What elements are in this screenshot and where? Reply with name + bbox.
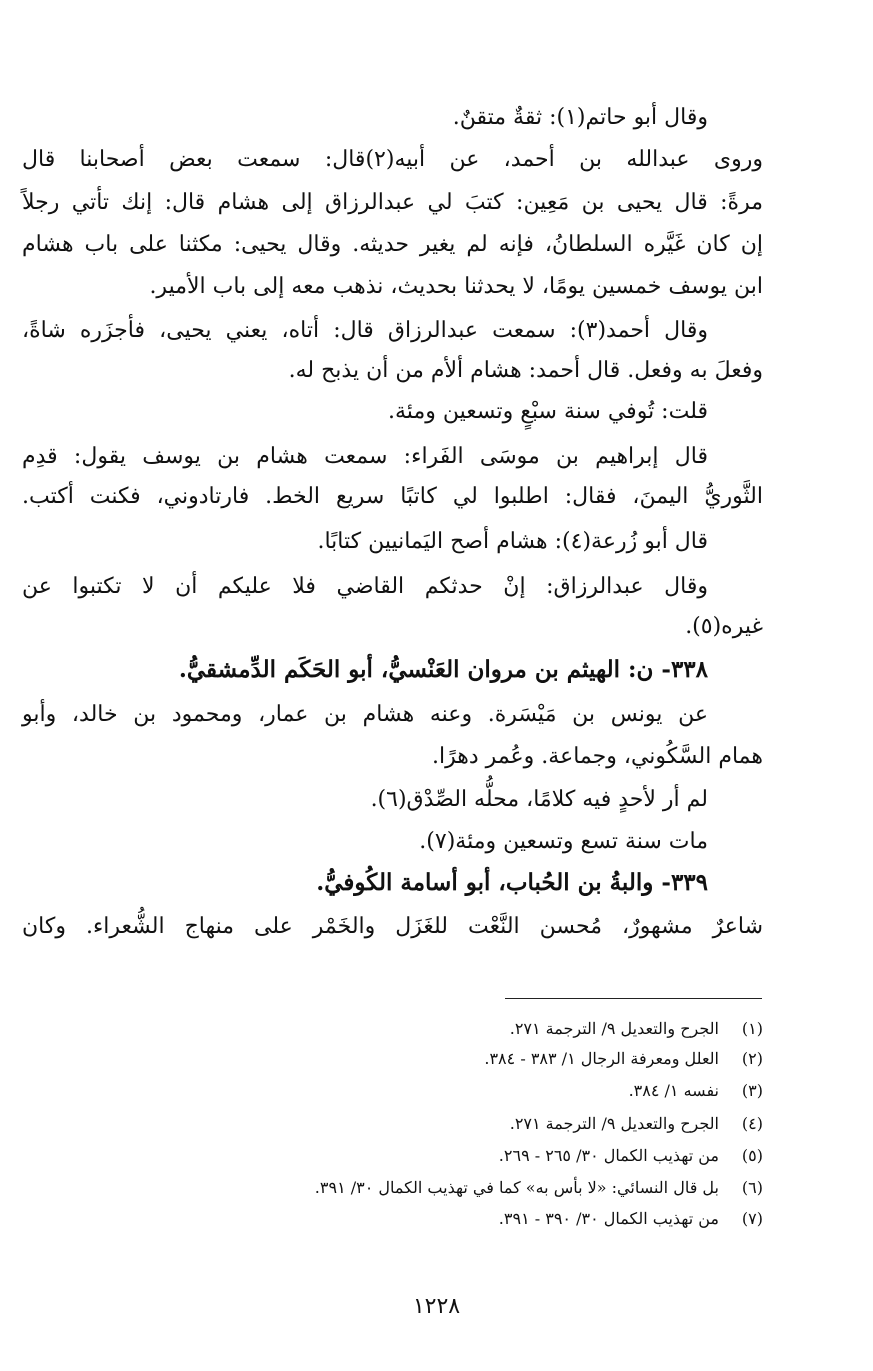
footnote-text: العلل ومعرفة الرجال ١/ ٣٨٣ - ٣٨٤. xyxy=(484,1049,719,1068)
text-line: ابن يوسف خمسين يومًا، لا يحدثنا بحديث، نذهب معه إلى باب الأمير. xyxy=(149,274,763,299)
footnote xyxy=(499,1145,763,1167)
footnote-text: بل قال النسائي: «لا بأس به» كما في تهذيب الكمال ٣٠/ ٣٩١. xyxy=(314,1178,719,1197)
text-line: قال إبراهيم بن موسَى الفَراء: سمعت هشام بن يوسف يقول: قدِم xyxy=(22,444,708,469)
footnote-text: من تهذيب الكمال ٣٠/ ٢٦٥ - ٢٦٩. xyxy=(498,1146,719,1165)
text-line: مات سنة تسع وتسعين ومئة(٧). xyxy=(419,829,708,854)
text-line: الثَّوريُّ اليمنَ، فقال: اطلبوا لي كاتبًا سريع الخط. فارتادوني، فكنت أكتب. xyxy=(22,484,763,509)
footnote xyxy=(315,1177,763,1199)
footnote-text: نفسه ١/ ٣٨٤. xyxy=(628,1081,719,1100)
text-line: مرةً: قال يحيى بن مَعِين: كتبَ لي عبدالرزاق إلى هشام قال: إنك تأتي رجلاً xyxy=(22,190,763,215)
footnote xyxy=(484,1048,763,1070)
text-line: قال أبو زُرعة(٤): هشام أصح اليَمانيين كتابًا. xyxy=(317,529,708,554)
footnote xyxy=(510,1018,763,1040)
text-line: عن يونس بن مَيْسَرة. وعنه هشام بن عمار، ومحمود بن خالد، وأبو xyxy=(22,702,708,727)
footnote-number: (٦) xyxy=(741,1178,763,1197)
text-line: لم أر لأحدٍ فيه كلامًا، محلُّه الصِّدْق(٦). xyxy=(370,787,708,812)
text-line: همام السَّكُوني، وجماعة. وعُمر دهرًا. xyxy=(432,744,763,769)
footnote-number: (٢) xyxy=(741,1049,763,1068)
text-line: إن كان غَيَّره السلطانُ، فإنه لم يغير حديثه. وقال يحيى: مكثنا على باب هشام xyxy=(22,232,763,257)
text-line: وقال أبو حاتم(١): ثقةٌ متقنٌ. xyxy=(452,105,708,130)
entry-heading-338: ٣٣٨- ن: الهيثم بن مروان العَنْسيُّ، أبو الحَكَم الدِّمشقيُّ. xyxy=(178,656,708,683)
footnote-number: (١) xyxy=(741,1019,763,1038)
footnote-text: الجرح والتعديل ٩/ الترجمة ٢٧١. xyxy=(509,1114,719,1133)
footnote-divider xyxy=(505,998,762,999)
text-line: شاعرٌ مشهورٌ، مُحسن النَّعْت للغَزَل والخَمْر على منهاج الشُّعراء. وكان xyxy=(22,914,763,939)
text-line: غيره(٥). xyxy=(685,614,763,639)
footnote xyxy=(499,1208,763,1230)
footnote-text: الجرح والتعديل ٩/ الترجمة ٢٧١. xyxy=(509,1019,719,1038)
footnote-text: من تهذيب الكمال ٣٠/ ٣٩٠ - ٣٩١. xyxy=(498,1209,719,1228)
text-line: قلت: تُوفي سنة سبْعٍ وتسعين ومئة. xyxy=(388,399,708,424)
page-number: ١٢٢٨ xyxy=(412,1294,461,1319)
footnote-number: (٣) xyxy=(741,1081,763,1100)
text-line: وفعلَ به وفعل. قال أحمد: هشام ألأم من أن يذبح له. xyxy=(288,358,763,383)
footnote-number: (٤) xyxy=(741,1114,763,1133)
text-line: وقال أحمد(٣): سمعت عبدالرزاق قال: أتاه، يعني يحيى، فأجزَره شاةً، xyxy=(22,318,708,343)
footnote xyxy=(629,1080,763,1102)
entry-heading-339: ٣٣٩- والبةُ بن الحُباب، أبو أسامة الكُوفيُّ. xyxy=(316,869,708,896)
footnote-number: (٥) xyxy=(741,1146,763,1165)
footnote xyxy=(510,1113,763,1135)
footnote-number: (٧) xyxy=(741,1209,763,1228)
text-line: وقال عبدالرزاق: إنْ حدثكم القاضي فلا عليكم أن لا تكتبوا عن xyxy=(22,574,708,599)
text-line: وروى عبدالله بن أحمد، عن أبيه(٢)قال: سمعت بعض أصحابنا قال xyxy=(22,147,763,172)
